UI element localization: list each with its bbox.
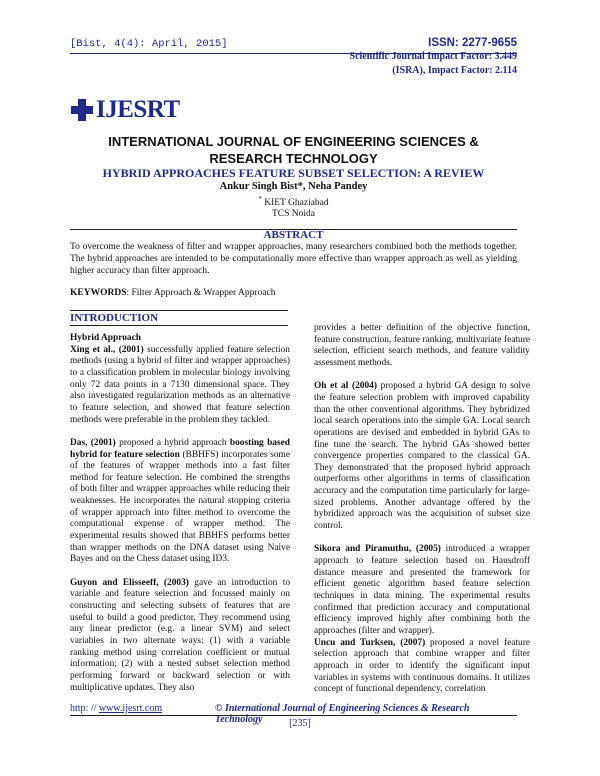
keywords: [70, 288, 276, 298]
abstract-text: To overcome the weakness of filter and wrapper approaches, many researchers combined both the methods together. The hybrid approaches are intended to be computationally more effective than wrapper approach as well as yielding higher accuracy than filter approach.: [70, 242, 517, 277]
paragraph-das: Das, (2001) proposed a hybrid approach boosting based hybrid for feature selection (BBHFS) incorporates some of the features of wrapper methods into a fast filter method for feature selection. He combined the strengths of both filter and wrapper approaches while reducing their weaknesses. He incorporates the natural stopping criteria of wrapper approach into filter method to overcome the computational expense of wrapper method. The experimental results showed that BBHFS performs better than wrapper methods on the DNA dataset using Naive Bayes and on the Chess dataset using ID3.: [70, 437, 290, 565]
keywords-label: KEYWORDS: [70, 288, 127, 298]
abstract-heading: ABSTRACT: [263, 229, 324, 241]
citation-header: [Bist, 4(4): April, 2015]: [70, 38, 228, 50]
footer-rule: [70, 715, 517, 716]
paragraph-xing: Xing et al., (2001) successfully applied feature selection methods (using a hybrid of filter and wrapper approaches) to a classification problem in molecular biology involving only 72 data points in a 7130 dimensional space. They also investigated regularization methods as an alternative to feature selection, and showed that feature selection methods were preferable in the problem they tackled.: [70, 344, 290, 425]
paragraph-continued: provides a better definition of the objective function, feature construction, feature ranking, multivariate feature selection, efficient search methods, and feature validity assessment methods.: [314, 323, 530, 368]
footer-url-link[interactable]: www.ijesrt.com: [98, 703, 163, 714]
section-heading-introduction: INTRODUCTION: [70, 310, 288, 326]
affiliation-kiet: [70, 195, 517, 208]
footer-copyright: © International Journal of Engineering Sciences & Research Technology: [215, 703, 470, 725]
issn: ISSN: 2277-9655: [428, 37, 517, 49]
paper-authors: Ankur Singh Bist*, Neha Pandey: [219, 181, 368, 192]
journal-logo: [70, 96, 180, 124]
journal-metrics: [350, 36, 517, 78]
impact-factor-isra: (ISRA), Impact Factor: 2.114: [392, 65, 517, 76]
impact-factor-sjif: Scientific Journal Impact Factor: 3.449: [349, 51, 517, 62]
keywords-text: : Filter Approach & Wrapper Approach: [126, 288, 276, 298]
column-right: [314, 323, 530, 696]
logo-text: IJESRT: [96, 96, 180, 123]
subheading-hybrid-approach: Hybrid Approach: [70, 333, 141, 343]
page-number: [235]: [289, 718, 311, 729]
plus-cross-icon: [70, 98, 94, 122]
header-rule: [70, 53, 517, 54]
column-left: [70, 333, 290, 694]
paragraph-sikora: Sikora and Piramuthu, (2005) introduced a wrapper approach to feature selection based on Hausdroff distance measure and presented the framework for efficient genetic algorithm based feature selection techniques in data mining. The experimental results confirmed that prediction accuracy and computational efficiency improved highly after combining both the approaches (filter and wrapper).: [314, 544, 530, 636]
affiliation-mark: *: [258, 195, 262, 203]
journal-name: INTERNATIONAL JOURNAL OF ENGINEERING SCIENCES & RESEARCH TECHNOLOGY: [108, 134, 479, 166]
affiliation-tcs: TCS Noida: [271, 209, 315, 219]
paragraph-guyon: Guyon and Elisseeff, (2003) gave an introduction to variable and feature selection and focussed mainly on constructing and selecting subsets of features that are useful to build a good predictor. They recommend using any linear predictor (e.g. a linear SVM) and select variables in two alternate ways: (1) with a variable ranking method using correlation coefficient or mutual information; (2) with a nested subset selection method performing forward or backward selection or with multiplicative updates. They also: [70, 577, 291, 693]
footer-url-prefix: http: //: [70, 703, 99, 714]
paragraph-oh: Oh et al (2004) proposed a hybrid GA design to solve the feature selection problem with improved capability than the other conventional algorithms. They hybridized local search operations into the simple GA. Local search operations are devised and embedded in hybrid GAs to fine tune the search. The hybrid GAs showed better convergence properties compared to the classical GA. They demonstrated that the proposed hybrid approach outperforms other algorithms in terms of classification accuracy and the computation time particularly for large-sized problems. Another advantage offered by the hybridized approach was the acquisition of subset size control.: [314, 381, 531, 532]
paper-title: HYBRID APPROACHES FEATURE SUBSET SELECTION: A REVIEW: [102, 166, 485, 180]
affiliation-kiet-text: KIET Ghaziabad: [264, 198, 329, 209]
paragraph-uncu: Uncu and Turksen, (2007) proposed a novel feature selection approach that combine wrapper and filter approach in order to identify the significant input variables in systems with continuous domains. It utilizes concept of functional dependency, correlation: [314, 637, 530, 695]
